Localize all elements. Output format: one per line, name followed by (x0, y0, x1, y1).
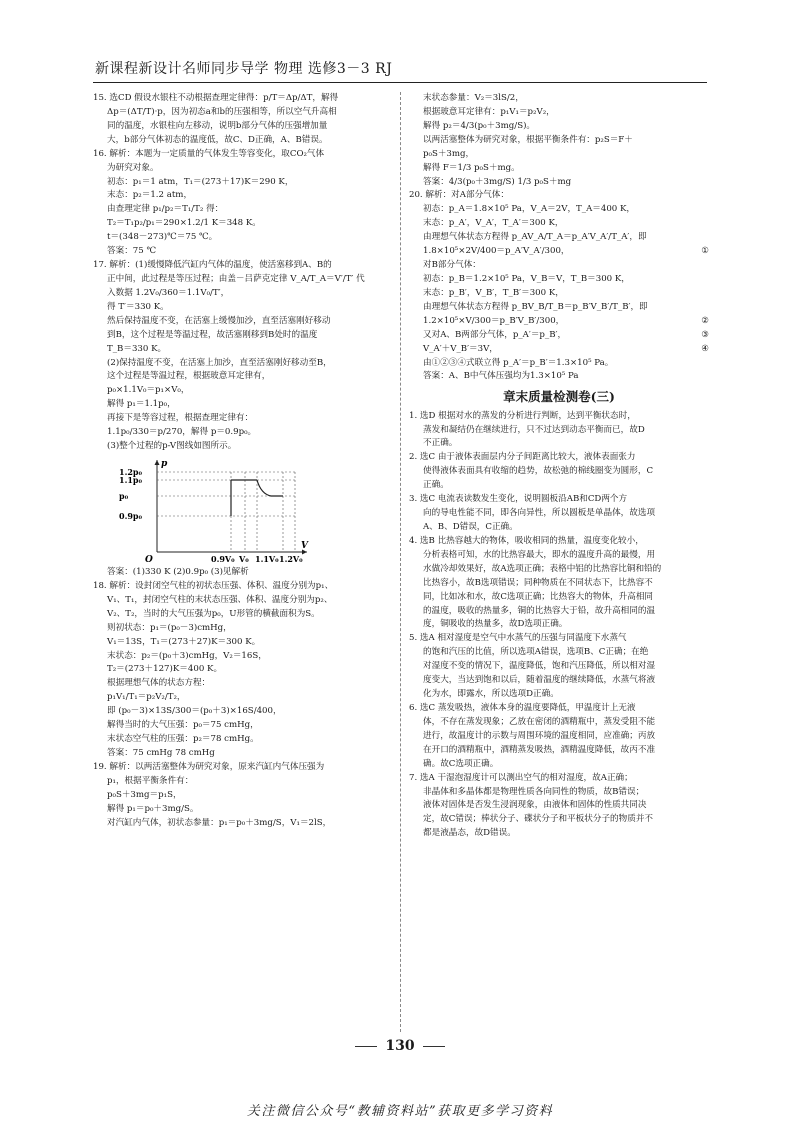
line-text: 再接下是等容过程，根据查理定律有： (107, 413, 254, 424)
y-tick-label: p₀ (119, 490, 129, 501)
text-line (93, 134, 393, 148)
text-line (93, 747, 393, 761)
line-text: 度，铜吸收的热量多，故D选项正确。 (423, 619, 568, 630)
text-line (409, 535, 709, 549)
text-line (93, 677, 393, 691)
line-text: 16. 解析：本题为一定质量的气体发生等容变化，取CO₂气体 (93, 148, 325, 159)
line-text: 解得 p₂＝4/3(p₀＋3mg/S)。 (423, 120, 536, 131)
line-text: 分析表格可知，水的比热容最大，即水的温度升高的最慢，用 (423, 549, 656, 560)
text-line (409, 329, 709, 343)
y-axis-arrow (155, 460, 160, 465)
line-text: T_B＝330 K。 (107, 343, 167, 354)
text-line (93, 594, 393, 608)
text-line (409, 758, 709, 772)
y-tick-label: 1.1p₀ (119, 474, 143, 485)
line-text: 由①②③④式联立得 p_A′＝p_B′＝1.3×10⁵ Pa。 (423, 357, 614, 368)
text-line (409, 424, 709, 438)
line-text: 答案：75 ℃ (107, 246, 157, 257)
line-text: 化为水，即露水，所以选项D正确。 (423, 689, 559, 700)
line-text: 15. 选CD 假设水银柱不动根据查理定律得：p/T＝Δp/ΔT，解得 (93, 93, 339, 103)
left-column (93, 92, 393, 830)
line-text: 末状态参量：V₂＝3lS/2， (423, 93, 524, 103)
line-text: 则初状态：p₁＝(p₀－3)cmHg， (107, 622, 232, 633)
text-line (409, 702, 709, 716)
line-text: 由理想气体状态方程得 p_BV_B/T_B＝p_B′V_B′/T_B′，即 (423, 301, 648, 312)
text-line (409, 287, 709, 301)
pv-graph (115, 456, 315, 564)
line-text: Δp＝(ΔT/T)·p，因为初态a和b的压强相等，所以空气升高相 (107, 106, 337, 117)
line-text: 这个过程是等温过程，根据玻意耳定律有， (107, 371, 271, 382)
text-line (93, 162, 393, 176)
page-number (0, 1038, 800, 1054)
line-text: V₁、T₁，封闭空气柱的末状态压强、体积、温度分别为p₂、 (107, 594, 333, 605)
line-text: 初态：p_B＝1.2×10⁵ Pa，V_B＝V，T_B＝300 K， (423, 273, 630, 284)
text-line (93, 426, 393, 440)
line-text: 解得当时的大气压强：p₀＝75 cmHg， (107, 720, 259, 731)
line-text: 答案：75 cmHg 78 cmHg (107, 747, 215, 758)
text-line (409, 646, 709, 660)
line-text: 2. 选C 由于液体表面层内分子间距离比较大，液体表面张力 (409, 452, 636, 463)
line-text: 比热容小，故B选项错误；同种物质在不同状态下，比热容不 (423, 577, 653, 588)
page-number-text: 130 (385, 1038, 415, 1054)
text-line (93, 580, 393, 594)
text-line (93, 329, 393, 343)
text-line (93, 622, 393, 636)
line-text: 由查理定律 p₁/p₂＝T₁/T₂ 得： (107, 204, 224, 215)
line-text: p₀×1.1V₀＝p₁×V₀， (107, 385, 190, 396)
line-text: 然后保持温度不变，在活塞上缓慢加沙，直至活塞刚好移动 (107, 315, 331, 326)
text-line (409, 786, 709, 800)
text-line (93, 189, 393, 203)
text-line (409, 315, 709, 329)
text-line (93, 719, 393, 733)
line-text: A、B、D错误，C正确。 (423, 521, 518, 532)
line-text: 液体对固体是否发生浸润现象，由液体和固体的性质共同决 (423, 800, 647, 811)
text-line (93, 315, 393, 329)
text-line (409, 632, 709, 646)
x-tick-label: 1.1V₀ (255, 553, 279, 564)
line-text: 根据理想气体的状态方程： (107, 678, 211, 689)
text-line (93, 217, 393, 231)
text-line (93, 120, 393, 134)
text-line (409, 437, 709, 451)
text-line (93, 343, 393, 357)
line-text: 正中间，此过程是等压过程；由盖－吕萨克定律 V_A/T_A＝V′/T′ 代 (107, 273, 365, 284)
text-line (93, 273, 393, 287)
text-line (93, 412, 393, 426)
line-text: 由理想气体状态方程得 p_AV_A/T_A＝p_A′V_A′/T_A′，即 (423, 232, 647, 243)
text-line (409, 357, 709, 371)
line-text: 17. 解析：(1)缓慢降低汽缸内气体的温度，使活塞移到A、B的 (93, 260, 332, 271)
text-line (409, 231, 709, 245)
y-tick-label: 1.2p₀ (119, 466, 143, 477)
line-text: 不正确。 (423, 438, 458, 449)
line-text: 末态：p_A′，V_A′，T_A′＝300 K， (423, 218, 564, 229)
text-line (409, 618, 709, 632)
text-line (409, 134, 709, 148)
line-text: T₂＝(273＋127)K＝400 K。 (107, 664, 223, 675)
text-line (93, 733, 393, 747)
text-line (409, 813, 709, 827)
text-line (409, 465, 709, 479)
line-text: 都是液晶态，故D错误。 (423, 828, 516, 839)
line-text: 答案：A、B中气体压强均为1.3×10⁵ Pa (423, 371, 579, 382)
text-line (93, 231, 393, 245)
equation-number: ④ (701, 343, 709, 354)
line-text: 体，不存在蒸发现象；乙放在密闭的酒精瓶中，蒸发受阻不能 (423, 716, 656, 727)
text-line (409, 343, 709, 357)
line-text: V₁＝13S，T₁＝(273＋27)K＝300 K。 (107, 636, 261, 647)
text-line (409, 479, 709, 493)
text-line (93, 636, 393, 650)
line-text: 度变大，当达到饱和以后，随着温度的继续降低，水蒸气将液 (423, 675, 656, 686)
text-line (409, 730, 709, 744)
text-line (409, 176, 709, 190)
line-text: 末状态空气柱的压强：p₂＝78 cmHg。 (107, 734, 259, 745)
line-text: V_A′＋V_B′＝3V， (423, 343, 498, 354)
equation-number: ② (701, 315, 709, 326)
line-text: 同，比如冰和水，故C选项正确；比热容大的物体，升高相同 (423, 591, 654, 602)
section-title: 章末质量检测卷(三) (503, 389, 615, 405)
text-line (409, 688, 709, 702)
line-text: 进行，故温度计的示数与周围环境的温度相同，应准确；丙放 (423, 730, 656, 741)
origin-label: O (145, 554, 153, 564)
text-line (409, 577, 709, 591)
line-text: 20. 解析：对A部分气体： (409, 190, 509, 201)
line-text: 解得 p₁＝p₀＋3mg/S。 (107, 803, 199, 814)
text-line (409, 716, 709, 730)
line-text: t＝(348－273)℃＝75 ℃。 (107, 232, 218, 243)
text-line (93, 566, 393, 580)
footer-note: 关注微信公众号“教辅资料站”获取更多学习资料 (246, 1104, 554, 1119)
line-text: 末态：p₂＝1.2 atm， (107, 190, 193, 201)
line-text: 18. 解析：设封闭空气柱的初状态压强、体积、温度分别为p₁、 (93, 580, 334, 591)
line-text: p₀S＋3mg， (423, 148, 475, 159)
line-text: 以两活塞整体为研究对象，根据平衡条件有：p₂S＝F＋ (423, 134, 633, 145)
text-line (409, 370, 709, 384)
text-line (93, 440, 393, 454)
text-line (93, 775, 393, 789)
text-line (93, 608, 393, 622)
text-line (93, 384, 393, 398)
line-text: T₂＝T₁p₂/p₁＝290×1.2/1 K＝348 K。 (107, 218, 261, 229)
text-line (93, 650, 393, 664)
line-text: 末态：p_B′，V_B′，T_B′＝300 K， (423, 287, 564, 298)
text-line (93, 705, 393, 719)
text-line (93, 370, 393, 384)
text-line (93, 259, 393, 273)
text-line (409, 827, 709, 841)
line-text: 大，b部分气体初态的温度低，故C、D正确，A、B错误。 (107, 134, 328, 145)
line-text: 对B部分气体： (423, 260, 481, 271)
text-line (409, 120, 709, 134)
text-line (93, 803, 393, 817)
text-line (93, 398, 393, 412)
line-text: 4. 选B 比热容越大的物体，吸收相同的热量，温度变化较小， (409, 535, 644, 546)
line-text: 在开口的酒精瓶中，酒精蒸发吸热，酒精温度降低，故丙不准 (423, 744, 656, 755)
line-text: 蒸发和凝结仍在继续进行，只不过达到动态平衡而已，故D (423, 424, 645, 435)
text-line (409, 410, 709, 424)
line-text: 初态：p₁＝1 atm，T₁＝(273＋17)K＝290 K， (107, 176, 294, 187)
text-line (409, 660, 709, 674)
text-line (93, 789, 393, 803)
x-tick-label: V₀ (239, 553, 249, 564)
page-header: 新课程新设计名师同步导学 物理 选修3－3 RJ (95, 61, 393, 77)
line-text: 对湿度不变的情况下，温度降低，饱和汽压降低，所以相对湿 (423, 661, 656, 672)
text-line (409, 451, 709, 465)
line-text: 1.8×10⁵×2V/400＝p_A′V_A′/300， (423, 246, 570, 257)
line-text: 答案：(1)330 K (2)0.9p₀ (3)见解析 (107, 566, 249, 577)
text-line (409, 772, 709, 786)
text-line (409, 521, 709, 535)
line-text: 对汽缸内气体，初状态参量：p₁＝p₀＋3mg/S，V₁＝2lS， (107, 817, 332, 828)
line-text: 末状态：p₂＝(p₀＋3)cmHg，V₂＝16S， (107, 650, 267, 661)
line-text: 19. 解析：以两活塞整体为研究对象，原来汽缸内气体压强为 (93, 761, 325, 772)
line-text: 的温度，吸收的热量多，铜的比热容大于铅，故升高相同的温 (423, 605, 656, 616)
pv-graph-svg (115, 456, 315, 564)
text-line (409, 189, 709, 203)
line-text: 答案：4/3(p₀＋3mg/S) 1/3 p₀S＋mg (423, 176, 572, 187)
line-text: 为研究对象。 (107, 162, 159, 173)
line-text: 到B，这个过程是等温过程，故活塞刚移到B处时的温度 (107, 329, 318, 340)
line-text: (3)整个过程的p-V图线如图所示。 (107, 441, 237, 452)
line-text: 非晶体和多晶体都是物理性质各向同性的物质，故B错误； (423, 786, 645, 797)
line-text: 1.2×10⁵×V/300＝p_B′V_B′/300， (423, 315, 565, 326)
line-text: 根据玻意耳定律有：p₁V₁＝p₂V₂， (423, 106, 555, 117)
text-line (409, 259, 709, 273)
x-axis-label: V (301, 540, 308, 551)
text-line (409, 605, 709, 619)
text-line (93, 245, 393, 259)
right-column (409, 92, 709, 841)
text-line (409, 591, 709, 605)
text-line (93, 287, 393, 301)
header-rule (93, 82, 707, 83)
line-text: 同的温度，水银柱向左移动，说明b部分气体的压强增加量 (107, 120, 328, 131)
text-line (93, 92, 393, 106)
line-text: 使得液体表面具有收缩的趋势，故松弛的棉线圈变为圆形，C (423, 466, 654, 477)
y-axis-label: p (161, 458, 168, 469)
line-text: p₀S＋3mg＝p₁S， (107, 789, 182, 800)
line-text: p₁V₁/T₁＝p₂V₂/T₂， (107, 692, 186, 703)
text-line (93, 176, 393, 190)
text-line (409, 493, 709, 507)
line-text: 6. 选C 蒸发吸热，液体本身的温度要降低，甲温度计上无液 (409, 702, 636, 713)
x-tick-label: 0.9V₀ (211, 553, 235, 564)
equation-number: ③ (701, 329, 709, 340)
equation-number: ① (701, 246, 709, 257)
text-line (93, 817, 393, 831)
line-text: (2)保持温度不变，在活塞上加沙，直至活塞刚好移动至B， (107, 357, 332, 368)
line-text: 5. 选A 相对湿度是空气中水蒸气的压强与同温度下水蒸气 (409, 633, 627, 644)
text-line (409, 106, 709, 120)
text-line (93, 357, 393, 371)
line-text: 解得 p₁＝1.1p₀， (107, 399, 176, 410)
text-line (93, 691, 393, 705)
line-text: 初态：p_A＝1.8×10⁵ Pa，V_A＝2V，T_A＝400 K， (423, 204, 636, 215)
line-text: 解得 F＝1/3 p₀S＋mg。 (423, 162, 520, 173)
text-line (409, 162, 709, 176)
line-text: 定，故C错误；棒状分子、碟状分子和平板状分子的物质并不 (423, 814, 654, 825)
line-text: 又对A、B两部分气体，p_A′＝p_B′， (423, 329, 567, 340)
line-text: 水做冷却效果好，故A选项正确；表格中铝的比热容比铜和铅的 (423, 563, 662, 574)
text-line (409, 563, 709, 577)
text-line (409, 744, 709, 758)
line-text: 入数据 1.2V₀/360＝1.1V₀/T′， (107, 287, 230, 298)
line-text: 的饱和汽压的比值，所以选项A错误，选项B、C正确；在绝 (423, 647, 649, 658)
text-line (409, 203, 709, 217)
text-line (409, 674, 709, 688)
text-line (93, 148, 393, 162)
text-line (409, 148, 709, 162)
line-text: 向的导电性能不同，即各向异性，所以圆板是单晶体，故选项 (423, 508, 656, 519)
isothermal-segment (257, 480, 283, 496)
text-line (93, 761, 393, 775)
column-divider (400, 92, 401, 1032)
text-line (409, 507, 709, 521)
text-line (409, 273, 709, 287)
line-text: 7. 选A 干湿泡湿度计可以测出空气的相对湿度，故A正确； (409, 772, 633, 783)
text-line (93, 301, 393, 315)
line-text: 确。故C选项正确。 (423, 758, 499, 769)
text-line (409, 301, 709, 315)
text-line (93, 106, 393, 120)
line-text: 3. 选C 电流表读数发生变化，说明圆板沿AB和CD两个方 (409, 494, 628, 505)
line-text: 1. 选D 根据对水的蒸发的分析进行判断，达到平衡状态时， (409, 410, 636, 421)
line-text: 1.1p₀/330＝p/270，解得 p＝0.9p₀。 (107, 427, 257, 438)
line-text: 得 T′＝330 K。 (107, 301, 169, 312)
line-text: 正确。 (423, 480, 449, 491)
text-line (409, 245, 709, 259)
text-line (409, 549, 709, 563)
text-line (409, 217, 709, 231)
text-line (409, 92, 709, 106)
text-line (409, 799, 709, 813)
x-tick-label: 1.2V₀ (279, 553, 303, 564)
text-line (93, 663, 393, 677)
line-text: 即 (p₀－3)×13S/300＝(p₀＋3)×16S/400， (107, 706, 282, 717)
line-text: V₂、T₂，当时的大气压强为p₀，U形管的横截面积为S。 (107, 608, 320, 619)
line-text: p₁，根据平衡条件有： (107, 775, 194, 786)
y-tick-label: 0.9p₀ (119, 510, 143, 521)
text-line (93, 203, 393, 217)
